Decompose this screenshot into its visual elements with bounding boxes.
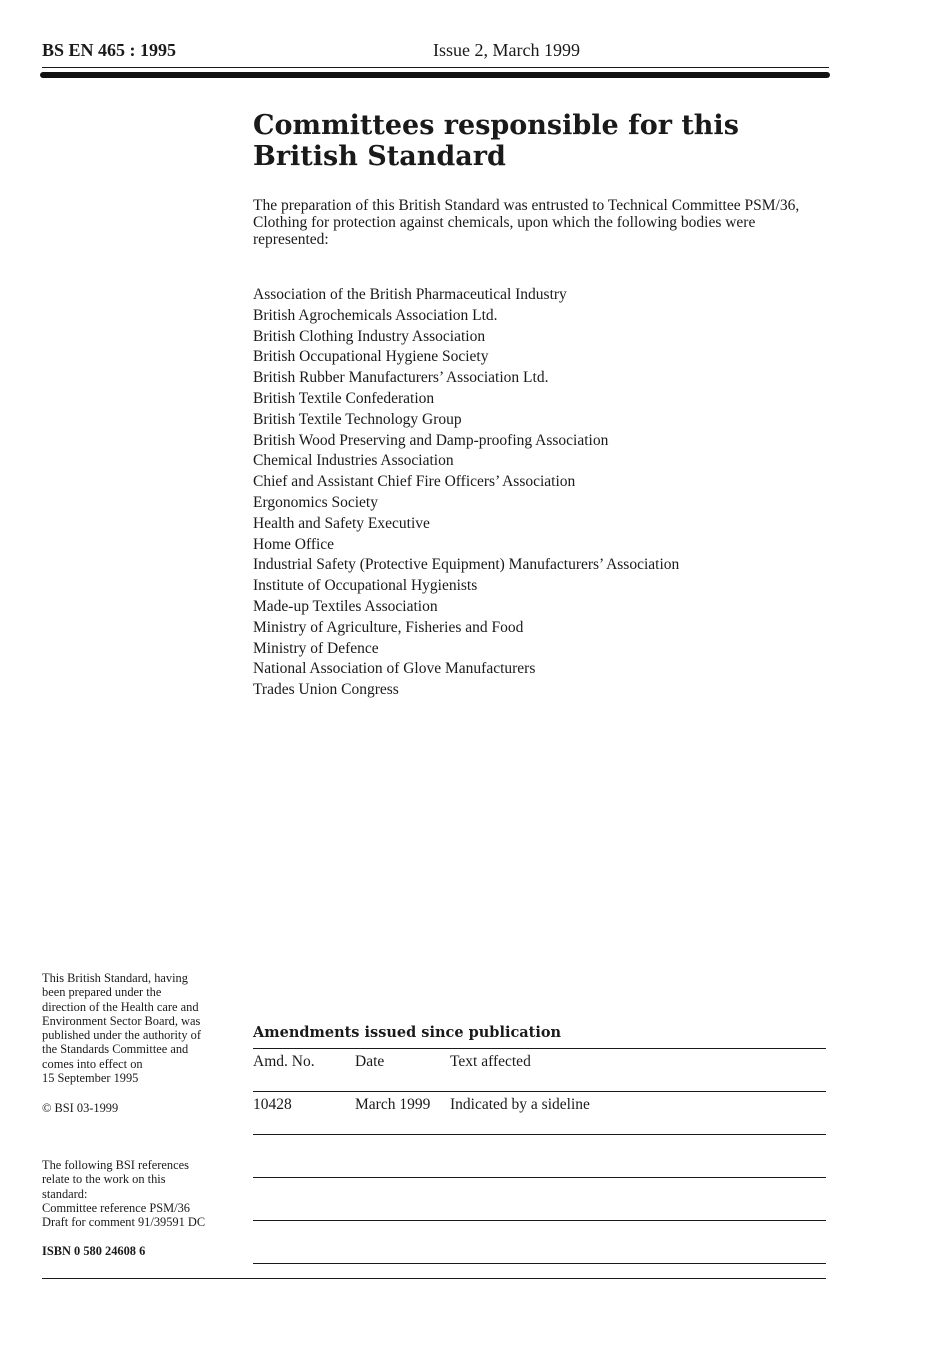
amendments-rule bbox=[253, 1091, 826, 1092]
list-item: British Textile Confederation bbox=[253, 389, 435, 407]
isbn: ISBN 0 580 24608 6 bbox=[42, 1244, 146, 1258]
amendments-rule bbox=[253, 1048, 826, 1049]
list-item: Chief and Assistant Chief Fire Officers’ Association bbox=[253, 473, 576, 491]
publication-note-line: Environment Sector Board, was bbox=[42, 1013, 201, 1028]
copyright-notice: © BSI 03-1999 bbox=[42, 1101, 119, 1115]
publication-note-line: published under the authority of bbox=[42, 1028, 201, 1043]
list-item: British Wood Preserving and Damp-proofing Association bbox=[253, 431, 609, 449]
publication-note-line: direction of the Health care and bbox=[42, 999, 199, 1014]
amendments-header-amd-no: Amd. No. bbox=[253, 1053, 315, 1070]
amendments-rule bbox=[253, 1263, 826, 1264]
list-item: Ministry of Agriculture, Fisheries and Food bbox=[253, 618, 524, 636]
list-item: British Textile Technology Group bbox=[253, 410, 462, 428]
bsi-reference-line: The following BSI references bbox=[42, 1158, 189, 1172]
publication-note-line: comes into effect on bbox=[42, 1056, 143, 1071]
amendments-title: Amendments issued since publication bbox=[253, 1024, 562, 1041]
amendment-text-affected: Indicated by a sideline bbox=[450, 1096, 590, 1113]
list-item: Industrial Safety (Protective Equipment) Manufacturers’ Association bbox=[253, 556, 680, 574]
bsi-reference-line: standard: bbox=[42, 1186, 88, 1201]
list-item: Health and Safety Executive bbox=[253, 514, 430, 532]
bsi-reference-line: Committee reference PSM/36 bbox=[42, 1200, 190, 1215]
amendments-rule bbox=[253, 1177, 826, 1178]
header-rule-thick bbox=[40, 72, 830, 78]
amendments-header-date: Date bbox=[355, 1053, 385, 1070]
list-item: Ministry of Defence bbox=[253, 639, 379, 657]
publication-note-line: been prepared under the bbox=[42, 985, 162, 1000]
list-item: Made-up Textiles Association bbox=[253, 597, 438, 615]
list-item: Ergonomics Society bbox=[253, 493, 378, 511]
list-item: Home Office bbox=[253, 535, 335, 553]
page-title-line-1: Committees responsible for this bbox=[253, 110, 739, 141]
amendments-header-text-affected: Text affected bbox=[450, 1053, 531, 1070]
bsi-reference-line: relate to the work on this bbox=[42, 1172, 166, 1187]
amendments-rule bbox=[253, 1134, 826, 1135]
publication-note-line: the Standards Committee and bbox=[42, 1042, 189, 1057]
amendment-number: 10428 bbox=[253, 1096, 292, 1113]
list-item: British Rubber Manufacturers’ Association Ltd. bbox=[253, 369, 549, 387]
footer-rule bbox=[42, 1278, 826, 1279]
list-item: Association of the British Pharmaceutical Industry bbox=[253, 286, 567, 303]
list-item: British Agrochemicals Association Ltd. bbox=[253, 306, 498, 324]
header-standard-number: BS EN 465 : 1995 bbox=[42, 40, 177, 60]
intro-paragraph: The preparation of this British Standard was entrusted to Technical Committee PSM/36, Clothing for protection against chemicals, upon which the following bodies were represented: bbox=[253, 197, 800, 248]
publication-note-line: This British Standard, having bbox=[42, 971, 188, 985]
bsi-references bbox=[42, 1158, 242, 1229]
represented-bodies-list bbox=[253, 285, 679, 701]
amendments-rule bbox=[253, 1220, 826, 1221]
page-title bbox=[253, 110, 739, 172]
list-item: Trades Union Congress bbox=[253, 681, 399, 699]
publication-note bbox=[42, 971, 242, 1085]
list-item: Chemical Industries Association bbox=[253, 452, 454, 470]
header-issue: Issue 2, March 1999 bbox=[433, 40, 580, 60]
list-item: British Occupational Hygiene Society bbox=[253, 348, 489, 366]
publication-note-line: 15 September 1995 bbox=[42, 1071, 139, 1086]
header-rule-thin bbox=[42, 67, 829, 68]
list-item: British Clothing Industry Association bbox=[253, 327, 486, 345]
list-item: National Association of Glove Manufacturers bbox=[253, 660, 536, 678]
amendment-date: March 1999 bbox=[355, 1096, 431, 1113]
list-item: Institute of Occupational Hygienists bbox=[253, 577, 478, 595]
bsi-reference-line: Draft for comment 91/39591 DC bbox=[42, 1215, 206, 1230]
page-title-line-2: British Standard bbox=[253, 141, 506, 172]
